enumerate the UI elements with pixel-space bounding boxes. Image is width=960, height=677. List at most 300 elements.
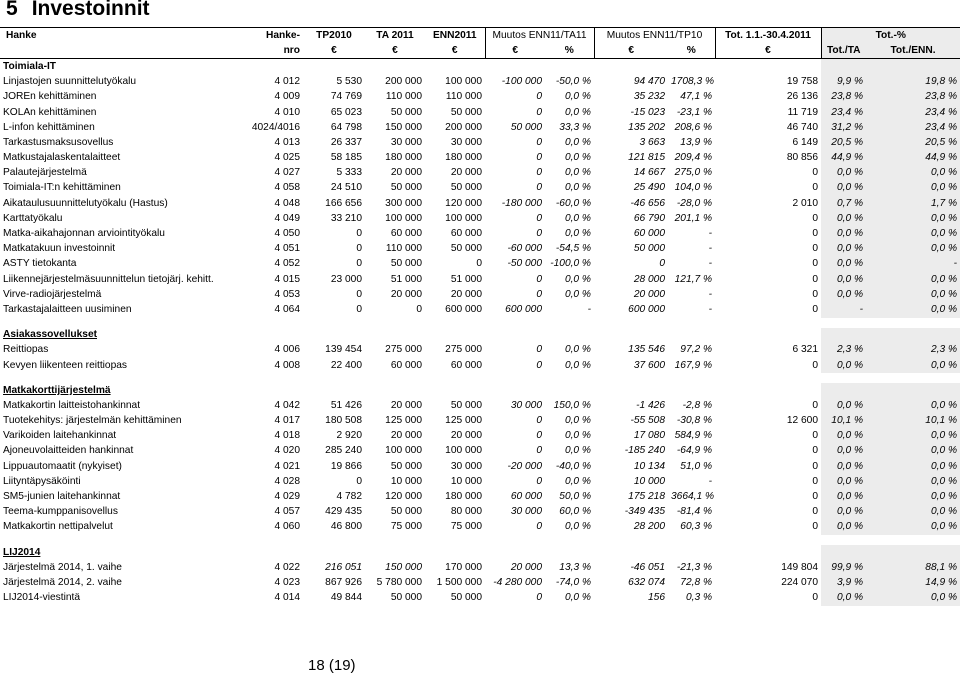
cell-enn2011: 1 500 000 <box>436 576 482 588</box>
cell-ta2011: 20 000 <box>390 167 422 179</box>
cell-name: Teema-kumppanisovellus <box>3 506 118 518</box>
cell-muutos-ta-eur: -180 000 <box>501 197 542 209</box>
cell-number: 4 029 <box>274 491 300 503</box>
cell-muutos-tp-eur: 175 218 <box>628 491 665 503</box>
cell-enn2011: 50 000 <box>450 182 482 194</box>
cell-muutos-tp-eur: -55 508 <box>630 415 665 427</box>
cell-tot-per-enn: 0,0 % <box>866 429 960 444</box>
cell-ta2011: 100 000 <box>385 212 422 224</box>
cell-number: 4 058 <box>274 182 300 194</box>
cell-tot-per-ta: 31,2 % <box>821 120 866 135</box>
header-tp2010: TP2010 <box>303 28 365 44</box>
cell-tot-per-enn: 0,0 % <box>866 226 960 241</box>
cell-number: 4 020 <box>274 445 300 457</box>
cell-muutos-ta-eur: 0 <box>536 359 542 371</box>
shade-cell <box>821 328 866 343</box>
cell-muutos-tp-pct: -30,8 % <box>676 415 713 427</box>
cell-tot-per-ta: 0,0 % <box>821 272 866 287</box>
cell-ta2011: 20 000 <box>390 288 422 300</box>
cell-muutos-ta-pct: 0,0 % <box>564 430 591 442</box>
cell-tot-per-enn: 0,0 % <box>866 489 960 504</box>
section-spacer <box>0 535 960 545</box>
cell-muutos-ta-eur: 0 <box>536 106 542 118</box>
cell-tot-eur: 0 <box>812 212 819 224</box>
cell-tot-per-ta: 20,5 % <box>821 135 866 150</box>
cell-ta2011: 20 000 <box>390 430 422 442</box>
cell-tot-per-ta: 9,9 % <box>821 75 866 90</box>
cell-muutos-tp-pct: 72,8 % <box>680 576 713 588</box>
cell-muutos-tp-eur: -1 426 <box>636 399 665 411</box>
cell-tot-per-ta: 0,0 % <box>821 505 866 520</box>
cell-number: 4 014 <box>274 592 300 604</box>
cell-ta2011: 150 000 <box>385 121 422 133</box>
cell-name: Virve-radiojärjestelmä <box>3 288 102 300</box>
table-row <box>0 181 960 196</box>
cell-muutos-ta-pct: 0,0 % <box>564 167 591 179</box>
cell-muutos-ta-pct: 0,0 % <box>564 415 591 427</box>
cell-tot-eur: 0 <box>812 592 819 604</box>
cell-muutos-ta-pct: 150,0 % <box>553 399 591 411</box>
cell-tot-eur: 224 070 <box>781 576 819 588</box>
cell-muutos-tp-eur: 135 546 <box>628 344 665 356</box>
cell-number: 4 022 <box>274 561 300 573</box>
table-row <box>0 459 960 474</box>
cell-number: 4 048 <box>274 197 300 209</box>
cell-tp2010: 0 <box>356 303 362 315</box>
cell-tot-per-ta: 0,0 % <box>821 429 866 444</box>
cell-muutos-tp-eur: 28 200 <box>633 521 665 533</box>
cell-tot-per-ta: 0,0 % <box>821 591 866 606</box>
cell-name: Matkakortin nettipalvelut <box>3 521 113 533</box>
cell-muutos-tp-pct: -21,3 % <box>676 561 713 573</box>
table-body <box>0 59 960 606</box>
cell-enn2011: 125 000 <box>445 415 482 427</box>
cell-tot-per-ta: 0,0 % <box>821 489 866 504</box>
heading-text: Investoinnit <box>31 0 150 20</box>
cell-number: 4 050 <box>274 228 300 240</box>
cell-tot-per-ta: 0,0 % <box>821 459 866 474</box>
cell-enn2011: 275 000 <box>445 344 482 356</box>
cell-enn2011: 60 000 <box>450 228 482 240</box>
cell-muutos-ta-eur: 0 <box>536 228 542 240</box>
cell-tot-per-enn: - <box>866 257 960 272</box>
cell-enn2011: 180 000 <box>445 152 482 164</box>
header-tot-ta: Tot./TA <box>821 43 866 59</box>
cell-muutos-tp-pct: 3664,1 % <box>671 491 715 503</box>
cell-tot-eur: 46 740 <box>786 121 819 133</box>
cell-tot-per-enn: 0,0 % <box>866 358 960 373</box>
cell-muutos-ta-pct: 0,0 % <box>564 212 591 224</box>
cell-tot-eur: 6 321 <box>792 344 819 356</box>
cell-tp2010: 5 530 <box>336 76 362 88</box>
cell-ta2011: 50 000 <box>390 460 422 472</box>
cell-muutos-tp-eur: 17 080 <box>633 430 665 442</box>
cell-tot-eur: 0 <box>812 521 819 533</box>
cell-muutos-tp-pct: 209,4 % <box>674 152 713 164</box>
cell-tot-per-enn: 0,0 % <box>866 242 960 257</box>
page-number: 18 (19) <box>308 657 356 674</box>
section-spacer <box>0 318 960 328</box>
cell-name: KOLAn kehittäminen <box>3 106 97 118</box>
header-unit-tot: € <box>715 43 821 59</box>
cell-tot-per-enn: 10,1 % <box>866 414 960 429</box>
cell-tot-per-enn: 0,0 % <box>866 398 960 413</box>
cell-name: Karttatyökalu <box>3 212 63 224</box>
cell-tot-per-enn: 0,0 % <box>866 591 960 606</box>
cell-tot-per-enn: 44,9 % <box>866 151 960 166</box>
cell-muutos-tp-eur: -15 023 <box>630 106 665 118</box>
section-title-row <box>0 328 960 343</box>
cell-tot-per-ta: 0,0 % <box>821 211 866 226</box>
section-title: Matkakorttijärjestelmä <box>3 384 111 396</box>
cell-ta2011: 110 000 <box>385 91 422 103</box>
cell-number: 4 052 <box>274 258 300 270</box>
cell-name: ASTY tietokanta <box>3 258 77 270</box>
cell-muutos-ta-pct: 0,0 % <box>564 521 591 533</box>
cell-muutos-ta-eur: 0 <box>536 430 542 442</box>
spacer-cell <box>0 373 960 383</box>
cell-tp2010: 867 926 <box>325 576 362 588</box>
cell-tot-per-ta: 0,0 % <box>821 444 866 459</box>
cell-tot-per-ta: 2,3 % <box>821 343 866 358</box>
cell-muutos-tp-pct: 97,2 % <box>680 344 713 356</box>
cell-muutos-ta-pct: 0,0 % <box>564 182 591 194</box>
cell-name: Matkakortin laitteistohankinnat <box>3 399 141 411</box>
table-row <box>0 75 960 90</box>
cell-muutos-ta-eur: 0 <box>536 182 542 194</box>
header-unit-muutos2-eur: € <box>594 43 668 59</box>
cell-name: LIJ2014-viestintä <box>3 592 81 604</box>
cell-tot-per-ta: 0,0 % <box>821 226 866 241</box>
table-row <box>0 105 960 120</box>
cell-muutos-tp-pct: -64,9 % <box>676 445 713 457</box>
cell-muutos-ta-pct: -100,0 % <box>550 258 591 270</box>
table-row <box>0 151 960 166</box>
cell-tot-eur: 0 <box>812 430 819 442</box>
table-row <box>0 444 960 459</box>
cell-tot-per-enn: 23,4 % <box>866 105 960 120</box>
cell-muutos-ta-pct: -74,0 % <box>555 576 591 588</box>
cell-ta2011: 100 000 <box>385 445 422 457</box>
cell-muutos-tp-eur: 20 000 <box>633 288 665 300</box>
cell-ta2011: 300 000 <box>385 197 422 209</box>
cell-tot-eur: 0 <box>812 273 819 285</box>
cell-muutos-tp-pct: - <box>708 475 713 487</box>
cell-muutos-tp-eur: 28 000 <box>633 273 665 285</box>
cell-muutos-tp-eur: 632 074 <box>628 576 665 588</box>
cell-enn2011: 100 000 <box>445 445 482 457</box>
cell-muutos-ta-pct: -60,0 % <box>555 197 591 209</box>
cell-muutos-ta-pct: 0,0 % <box>564 288 591 300</box>
cell-tot-per-ta: - <box>821 302 866 317</box>
cell-enn2011: 0 <box>476 258 482 270</box>
cell-name: Matka-aikahajonnan arviointityökalu <box>3 228 165 240</box>
cell-name: Tuotekehitys: järjestelmän kehittäminen <box>3 415 182 427</box>
cell-enn2011: 75 000 <box>450 521 482 533</box>
cell-muutos-ta-eur: 30 000 <box>510 399 542 411</box>
header-tot-enn: Tot./ENN. <box>866 43 960 59</box>
table-row <box>0 166 960 181</box>
cell-muutos-tp-eur: 60 000 <box>633 228 665 240</box>
table-row <box>0 242 960 257</box>
cell-muutos-ta-eur: 0 <box>536 273 542 285</box>
cell-ta2011: 10 000 <box>390 475 422 487</box>
cell-tot-per-enn: 23,8 % <box>866 90 960 105</box>
cell-tot-per-enn: 14,9 % <box>866 575 960 590</box>
cell-ta2011: 50 000 <box>390 592 422 604</box>
table-row <box>0 287 960 302</box>
cell-name: Kevyen liikenteen reittiopas <box>3 359 128 371</box>
cell-number: 4 006 <box>274 344 300 356</box>
cell-tp2010: 216 051 <box>325 561 362 573</box>
shade-cell <box>866 383 960 398</box>
cell-number: 4 057 <box>274 506 300 518</box>
header-row-2 <box>0 43 960 59</box>
table-row <box>0 358 960 373</box>
cell-tot-eur: 12 600 <box>786 415 819 427</box>
cell-tp2010: 65 023 <box>330 106 362 118</box>
cell-muutos-ta-pct: 0,0 % <box>564 475 591 487</box>
cell-tot-eur: 0 <box>812 460 819 472</box>
cell-tp2010: 33 210 <box>330 212 362 224</box>
table-row <box>0 520 960 535</box>
cell-tot-per-ta: 0,0 % <box>821 166 866 181</box>
section-title: LIJ2014 <box>3 546 41 558</box>
cell-tp2010: 139 454 <box>325 344 362 356</box>
cell-tp2010: 0 <box>356 475 362 487</box>
cell-muutos-tp-pct: -81,4 % <box>676 506 713 518</box>
cell-tp2010: 180 508 <box>325 415 362 427</box>
cell-muutos-ta-eur: 0 <box>536 152 542 164</box>
cell-number: 4024/4016 <box>251 121 300 133</box>
header-hanke-nro-top: Hanke- <box>241 28 303 44</box>
cell-name: Ajoneuvolaitteiden hankinnat <box>3 445 134 457</box>
cell-tp2010: 285 240 <box>325 445 362 457</box>
shade-cell <box>866 545 960 560</box>
cell-tot-per-enn: 0,0 % <box>866 459 960 474</box>
investments-table <box>0 27 960 606</box>
cell-muutos-tp-eur: 135 202 <box>628 121 665 133</box>
cell-muutos-tp-pct: 208,6 % <box>674 121 713 133</box>
cell-tot-eur: 26 136 <box>786 91 819 103</box>
cell-tot-eur: 80 856 <box>786 152 819 164</box>
cell-tot-per-ta: 99,9 % <box>821 560 866 575</box>
cell-tp2010: 26 337 <box>330 136 362 148</box>
cell-number: 4 021 <box>274 460 300 472</box>
cell-name: Reittiopas <box>3 344 49 356</box>
cell-tp2010: 46 800 <box>330 521 362 533</box>
cell-ta2011: 20 000 <box>390 399 422 411</box>
table-row <box>0 120 960 135</box>
table-row <box>0 257 960 272</box>
cell-tot-per-enn: 1,7 % <box>866 196 960 211</box>
cell-muutos-ta-eur: 0 <box>536 445 542 457</box>
header-hanke: Hanke <box>0 28 241 44</box>
cell-tot-eur: 0 <box>812 445 819 457</box>
cell-name: Liityntäpysäköinti <box>3 475 81 487</box>
cell-tot-per-ta: 0,0 % <box>821 181 866 196</box>
cell-tot-per-enn: 0,0 % <box>866 520 960 535</box>
cell-tot-eur: 149 804 <box>781 561 819 573</box>
cell-muutos-ta-eur: 0 <box>536 136 542 148</box>
cell-name: Toimiala-IT:n kehittäminen <box>3 182 121 194</box>
cell-muutos-ta-eur: 50 000 <box>510 121 542 133</box>
header-nro: nro <box>241 43 303 59</box>
cell-number: 4 018 <box>274 430 300 442</box>
cell-muutos-ta-eur: 0 <box>536 592 542 604</box>
cell-enn2011: 80 000 <box>450 506 482 518</box>
cell-tot-per-enn: 0,0 % <box>866 505 960 520</box>
cell-tp2010: 64 798 <box>330 121 362 133</box>
spacer-cell <box>0 318 960 328</box>
table-row <box>0 302 960 317</box>
cell-muutos-tp-eur: -46 051 <box>630 561 665 573</box>
table-row <box>0 429 960 444</box>
section-title-row <box>0 59 960 75</box>
section-title-row <box>0 383 960 398</box>
cell-tot-per-ta: 0,0 % <box>821 398 866 413</box>
header-ta2011: TA 2011 <box>365 28 425 44</box>
cell-tp2010: 0 <box>356 243 362 255</box>
header-muutos-enn-ta: Muutos ENN11/TA11 <box>485 28 594 44</box>
cell-muutos-tp-pct: -23,1 % <box>676 106 713 118</box>
cell-muutos-tp-pct: - <box>708 258 713 270</box>
cell-number: 4 015 <box>274 273 300 285</box>
header-row-1 <box>0 28 960 44</box>
cell-name: Matkatakuun investoinnit <box>3 243 116 255</box>
cell-ta2011: 125 000 <box>385 415 422 427</box>
cell-tot-eur: 0 <box>812 475 819 487</box>
cell-muutos-tp-pct: 51,0 % <box>680 460 713 472</box>
cell-ta2011: 200 000 <box>385 76 422 88</box>
cell-tot-per-ta: 0,0 % <box>821 358 866 373</box>
cell-ta2011: 60 000 <box>390 228 422 240</box>
cell-muutos-tp-pct: 584,9 % <box>674 430 713 442</box>
cell-enn2011: 30 000 <box>450 136 482 148</box>
cell-tot-eur: 0 <box>812 303 819 315</box>
cell-muutos-ta-eur: -100 000 <box>501 76 542 88</box>
shade-cell <box>866 59 960 75</box>
cell-tot-per-enn: 0,0 % <box>866 181 960 196</box>
cell-muutos-ta-eur: -50 000 <box>507 258 542 270</box>
cell-tot-per-ta: 0,7 % <box>821 196 866 211</box>
cell-number: 4 017 <box>274 415 300 427</box>
cell-name: Palautejärjestelmä <box>3 167 87 179</box>
cell-muutos-tp-eur: -349 435 <box>624 506 665 518</box>
cell-muutos-tp-pct: 104,0 % <box>674 182 713 194</box>
cell-tot-eur: 0 <box>812 288 819 300</box>
cell-enn2011: 50 000 <box>450 592 482 604</box>
table-row <box>0 489 960 504</box>
cell-muutos-tp-eur: 121 815 <box>628 152 665 164</box>
cell-tot-per-enn: 88,1 % <box>866 560 960 575</box>
cell-muutos-ta-eur: 60 000 <box>510 491 542 503</box>
cell-tot-eur: 0 <box>812 243 819 255</box>
cell-tp2010: 22 400 <box>330 359 362 371</box>
cell-tp2010: 23 000 <box>330 273 362 285</box>
cell-muutos-ta-eur: -4 280 000 <box>493 576 542 588</box>
header-unit-muutos2-pct: % <box>668 43 715 59</box>
cell-tp2010: 0 <box>356 228 362 240</box>
header-unit-ta: € <box>365 43 425 59</box>
cell-number: 4 012 <box>274 76 300 88</box>
cell-tot-per-enn: 0,0 % <box>866 287 960 302</box>
cell-name: Aikataulusuunnittelutyökalu (Hastus) <box>3 197 168 209</box>
cell-muutos-tp-pct: - <box>708 303 713 315</box>
cell-name: Tarkastusmaksusovellus <box>3 136 114 148</box>
cell-enn2011: 600 000 <box>445 303 482 315</box>
cell-muutos-ta-eur: 0 <box>536 167 542 179</box>
cell-muutos-tp-pct: -28,0 % <box>676 197 713 209</box>
cell-muutos-tp-pct: 47,1 % <box>680 91 713 103</box>
cell-name: Tarkastajalaitteen uusiminen <box>3 303 132 315</box>
cell-muutos-ta-eur: 20 000 <box>510 561 542 573</box>
cell-number: 4 053 <box>274 288 300 300</box>
cell-tot-per-ta: 44,9 % <box>821 151 866 166</box>
cell-number: 4 060 <box>274 521 300 533</box>
header-unit-muutos1-eur: € <box>485 43 545 59</box>
cell-tot-per-ta: 0,0 % <box>821 520 866 535</box>
cell-muutos-ta-pct: 0,0 % <box>564 106 591 118</box>
table-row <box>0 398 960 413</box>
cell-muutos-tp-eur: 25 490 <box>633 182 665 194</box>
cell-muutos-ta-pct: 33,3 % <box>559 121 591 133</box>
header-tot-percent: Tot.-% <box>821 28 960 44</box>
cell-muutos-ta-pct: - <box>587 303 591 315</box>
table-row <box>0 474 960 489</box>
table-row <box>0 560 960 575</box>
cell-enn2011: 50 000 <box>450 399 482 411</box>
cell-number: 4 028 <box>274 475 300 487</box>
cell-ta2011: 51 000 <box>390 273 422 285</box>
cell-enn2011: 110 000 <box>445 91 482 103</box>
cell-tp2010: 166 656 <box>325 197 362 209</box>
cell-tp2010: 74 769 <box>330 91 362 103</box>
cell-muutos-tp-pct: 201,1 % <box>674 212 713 224</box>
cell-muutos-ta-eur: 0 <box>536 344 542 356</box>
cell-enn2011: 20 000 <box>450 430 482 442</box>
cell-ta2011: 0 <box>416 303 422 315</box>
cell-enn2011: 50 000 <box>450 243 482 255</box>
cell-number: 4 049 <box>274 212 300 224</box>
section-title: Asiakassovellukset <box>3 329 98 341</box>
cell-tot-per-enn: 0,0 % <box>866 211 960 226</box>
cell-muutos-tp-eur: 50 000 <box>633 243 665 255</box>
cell-tot-eur: 0 <box>812 359 819 371</box>
cell-enn2011: 60 000 <box>450 359 482 371</box>
cell-tot-per-ta: 10,1 % <box>821 414 866 429</box>
cell-muutos-ta-pct: 50,0 % <box>559 491 591 503</box>
cell-tot-eur: 0 <box>812 228 819 240</box>
cell-number: 4 025 <box>274 152 300 164</box>
cell-ta2011: 120 000 <box>385 491 422 503</box>
cell-muutos-tp-eur: -46 656 <box>630 197 665 209</box>
cell-tot-per-ta: 0,0 % <box>821 287 866 302</box>
shade-cell <box>821 545 866 560</box>
cell-ta2011: 110 000 <box>385 243 422 255</box>
header-unit-muutos1-pct: % <box>545 43 594 59</box>
cell-muutos-tp-eur: 0 <box>659 258 665 270</box>
cell-name: Järjestelmä 2014, 2. vaihe <box>3 576 122 588</box>
cell-tot-per-enn: 23,4 % <box>866 120 960 135</box>
cell-muutos-ta-eur: 0 <box>536 288 542 300</box>
cell-ta2011: 50 000 <box>390 506 422 518</box>
cell-muutos-tp-pct: 275,0 % <box>674 167 713 179</box>
cell-ta2011: 275 000 <box>385 344 422 356</box>
cell-tp2010: 24 510 <box>330 182 362 194</box>
header-muutos-enn-tp: Muutos ENN11/TP10 <box>594 28 715 44</box>
cell-tot-per-ta: 0,0 % <box>821 474 866 489</box>
